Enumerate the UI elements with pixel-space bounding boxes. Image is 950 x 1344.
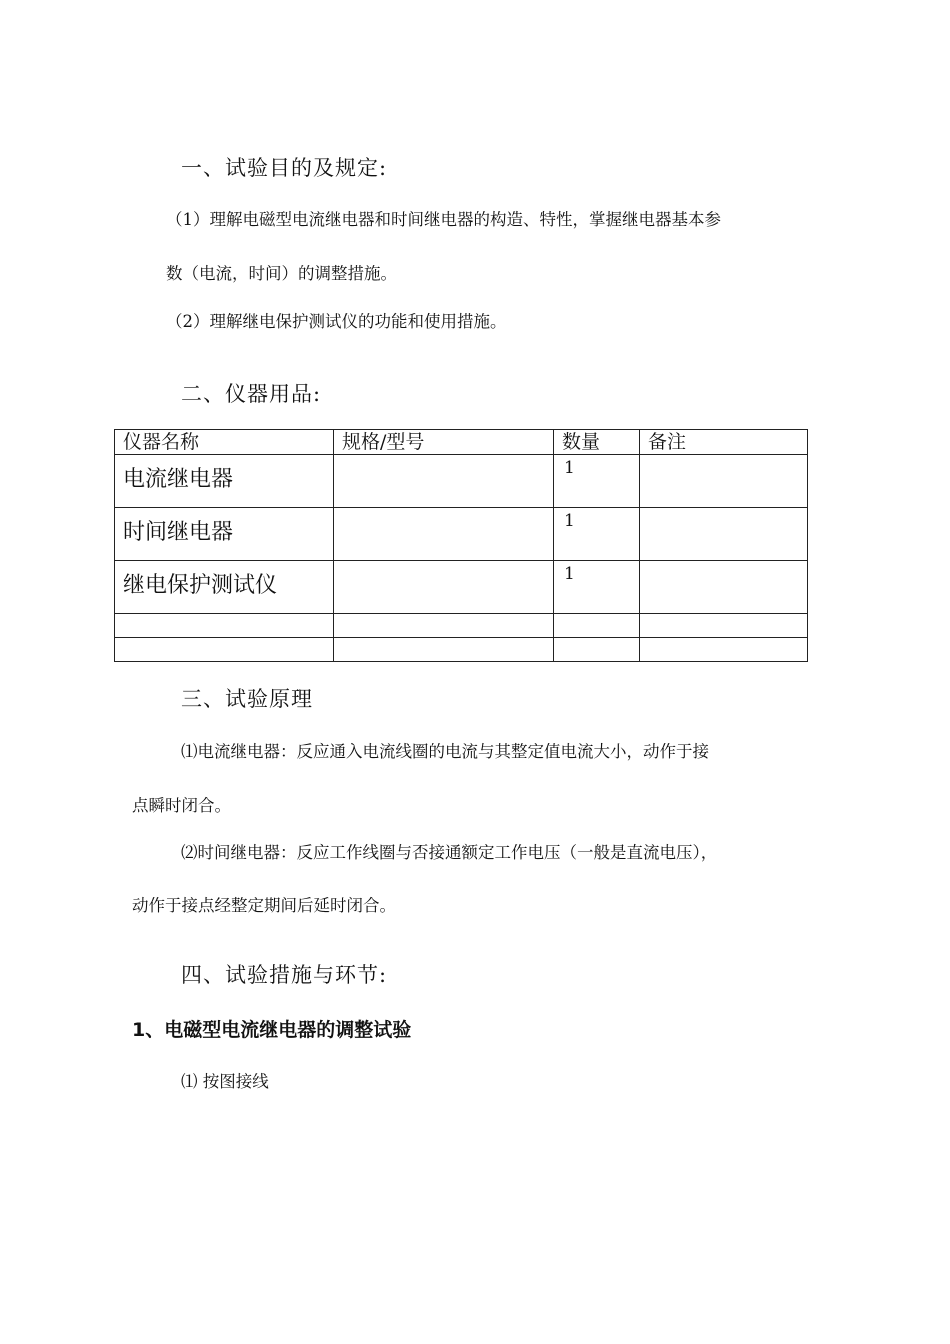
section-4-title: 四、试验措施与环节:: [181, 963, 388, 987]
table-cell-name: 继电保护测试仪: [115, 561, 334, 614]
equipment-table: [114, 429, 808, 662]
table-row: [115, 508, 808, 561]
table-row-empty: [115, 638, 808, 662]
section-1-paragraph-1-line-1: （1）理解电磁型电流继电器和时间继电器的构造、特性，掌握继电器基本参: [166, 210, 721, 229]
table-cell-empty: [640, 638, 808, 662]
table-row: [115, 561, 808, 614]
section-3-paragraph-1-line-1: ⑴电流继电器：反应通入电流线圈的电流与其整定值电流大小，动作于接: [181, 742, 709, 761]
section-3-paragraph-1-line-2: 点瞬时闭合。: [132, 796, 231, 815]
section-3-title: 三、试验原理: [181, 687, 313, 711]
table-cell-spec: [334, 561, 554, 614]
table-cell-empty: [640, 614, 808, 638]
table-cell-qty: 1: [554, 455, 640, 508]
table-cell-empty: [554, 614, 640, 638]
table-cell-empty: [554, 638, 640, 662]
section-1-title: 一、试验目的及规定:: [181, 156, 388, 180]
table-cell-note: [640, 508, 808, 561]
table-cell-empty: [334, 638, 554, 662]
section-3-paragraph-2-line-2: 动作于接点经整定期间后延时闭合。: [132, 896, 396, 915]
table-header-cell: 规格/型号: [334, 430, 554, 455]
section-1-paragraph-2: （2）理解继电保护测试仪的功能和使用措施。: [166, 312, 507, 331]
table-cell-name: 时间继电器: [115, 508, 334, 561]
table-cell-qty: 1: [554, 561, 640, 614]
table-cell-note: [640, 561, 808, 614]
section-4-step-1: ⑴ 按图接线: [181, 1072, 269, 1091]
table-cell-spec: [334, 455, 554, 508]
section-1-paragraph-1-line-2: 数（电流，时间）的调整措施。: [166, 264, 397, 283]
table-cell-empty: [115, 638, 334, 662]
section-3-paragraph-2-line-1: ⑵时间继电器：反应工作线圈与否接通额定工作电压（一般是直流电压），: [181, 843, 718, 862]
table-cell-name: 电流继电器: [115, 455, 334, 508]
table-cell-spec: [334, 508, 554, 561]
table-header-cell: 仪器名称: [115, 430, 334, 455]
table-cell-empty: [115, 614, 334, 638]
table-header-row: [115, 430, 808, 455]
table-row-empty: [115, 614, 808, 638]
table-row: [115, 455, 808, 508]
table-header-cell: 数量: [554, 430, 640, 455]
section-4-subheading-1: 1、电磁型电流继电器的调整试验: [132, 1019, 412, 1041]
table-cell-qty: 1: [554, 508, 640, 561]
section-2-title: 二、仪器用品:: [181, 382, 322, 406]
table-header-cell: 备注: [640, 430, 808, 455]
table-cell-note: [640, 455, 808, 508]
table-cell-empty: [334, 614, 554, 638]
